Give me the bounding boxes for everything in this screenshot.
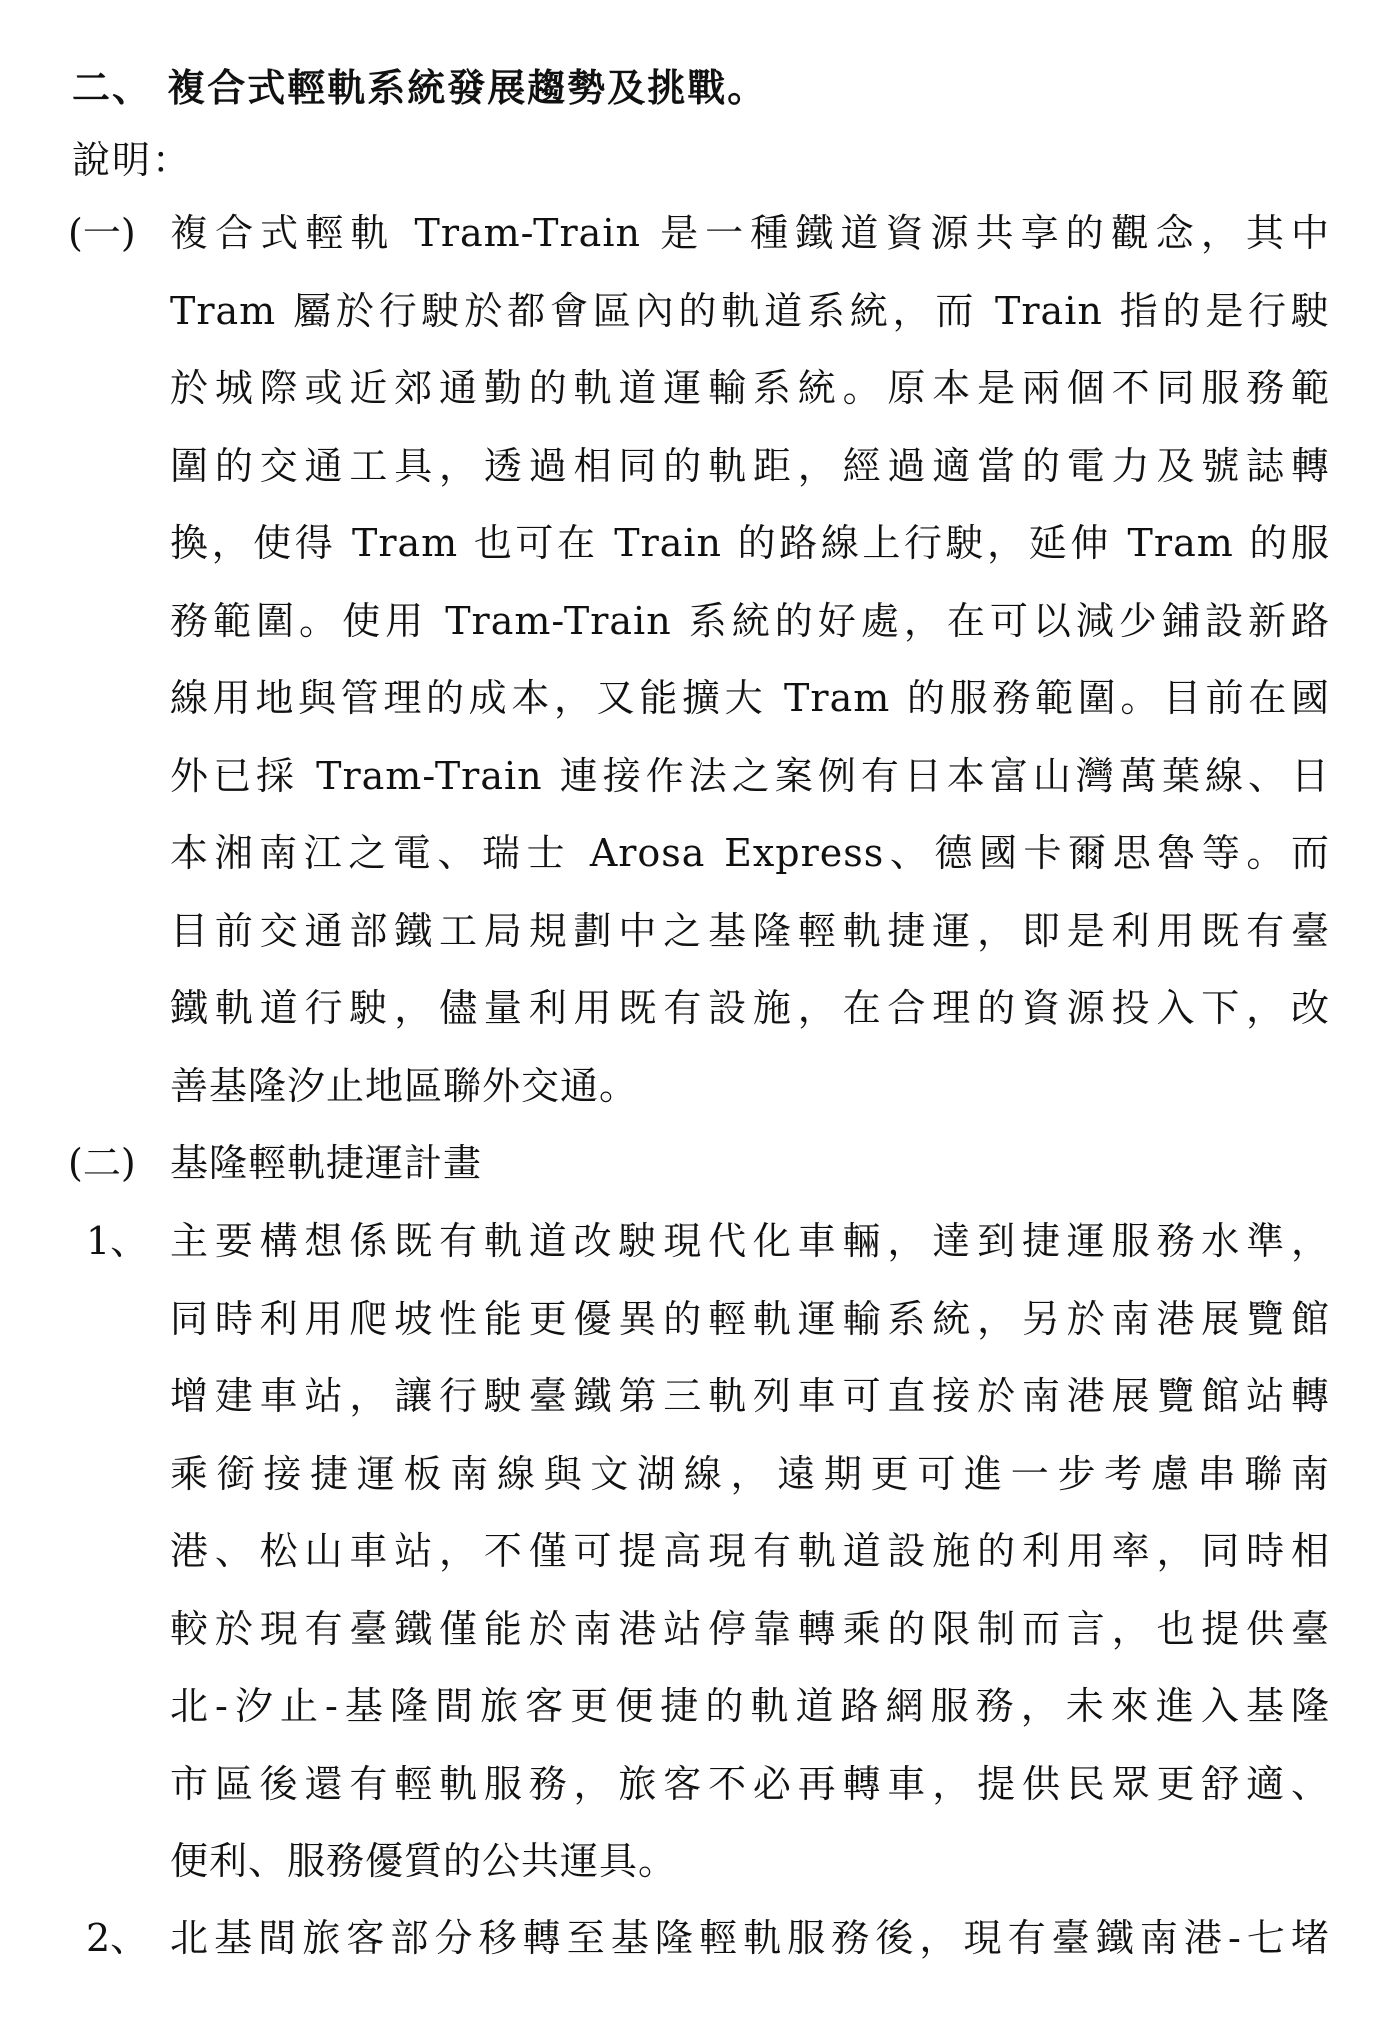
text-line: 北基間旅客部分移轉至基隆輕軌服務後，現有臺鐵南港-七堵 — [170, 1916, 1330, 1960]
text-line: 外已採 Tram-Train 連接作法之案例有日本富山灣萬葉線、日 — [170, 753, 1330, 798]
text-line: 於城際或近郊通勤的軌道運輸系統。原本是兩個不同服務範 — [170, 366, 1330, 410]
text-line: 目前交通部鐵工局規劃中之基隆輕軌捷運，即是利用既有臺 — [170, 908, 1330, 953]
text-line: 圍的交通工具，透過相同的軌距，經過適當的電力及號誌轉 — [170, 443, 1330, 488]
text-line: 本湘南江之電、瑞士 Arosa Express、德國卡爾思魯等。而 — [170, 831, 1330, 875]
note-label: 說明： — [72, 138, 193, 182]
item-1-paragraph — [170, 1203, 1330, 1901]
item-marker: 1、 — [86, 1219, 149, 1263]
section-1-paragraph — [170, 195, 1330, 1125]
text-line: 市區後還有輕軌服務，旅客不必再轉車，提供民眾更舒適、 — [170, 1761, 1330, 1806]
text-line: 北-汐止-基隆間旅客更便捷的軌道路網服務，未來進入基隆 — [170, 1684, 1330, 1728]
text-line: 便利、服務優質的公共運具。 — [170, 1839, 678, 1883]
text-line: 複合式輕軌 Tram-Train 是一種鐵道資源共享的觀念，其中 — [170, 211, 1330, 255]
text-line: 換，使得 Tram 也可在 Train 的路線上行駛，延伸 Tram 的服 — [170, 521, 1330, 565]
text-line: 務範圍。使用 Tram-Train 系統的好處，在可以減少鋪設新路 — [170, 598, 1330, 643]
text-line: 善基隆汐止地區聯外交通。 — [170, 1063, 639, 1108]
text-line: 較於現有臺鐵僅能於南港站停靠轉乘的限制而言，也提供臺 — [170, 1606, 1330, 1651]
text-line: 基隆輕軌捷運計畫 — [170, 1141, 483, 1185]
text-line: 乘銜接捷運板南線與文湖線，遠期更可進一步考慮串聯南 — [170, 1451, 1330, 1496]
text-line: 同時利用爬坡性能更優異的輕軌運輸系統，另於南港展覽館 — [170, 1296, 1330, 1341]
text-line: 鐵軌道行駛，儘量利用既有設施，在合理的資源投入下，改 — [170, 986, 1330, 1030]
text-line: 增建車站，讓行駛臺鐵第三軌列車可直接於南港展覽館站轉 — [170, 1374, 1330, 1418]
section-heading: 二、 複合式輕軌系統發展趨勢及挑戰。 — [72, 66, 768, 110]
section-2-title — [170, 1125, 1330, 1203]
text-line: 主要構想係既有軌道改駛現代化車輛，達到捷運服務水準， — [170, 1219, 1330, 1263]
text-line: 港、松山車站，不僅可提高現有軌道設施的利用率，同時相 — [170, 1529, 1330, 1573]
section-marker: (二) — [68, 1141, 136, 1185]
item-2-paragraph — [170, 1900, 1330, 1978]
text-line: 線用地與管理的成本，又能擴大 Tram 的服務範圍。目前在國 — [170, 676, 1330, 720]
text-line: Tram 屬於行駛於都會區內的軌道系統，而 Train 指的是行駛 — [170, 288, 1330, 333]
section-marker: (一) — [68, 211, 136, 255]
item-marker: 2、 — [86, 1916, 149, 1960]
